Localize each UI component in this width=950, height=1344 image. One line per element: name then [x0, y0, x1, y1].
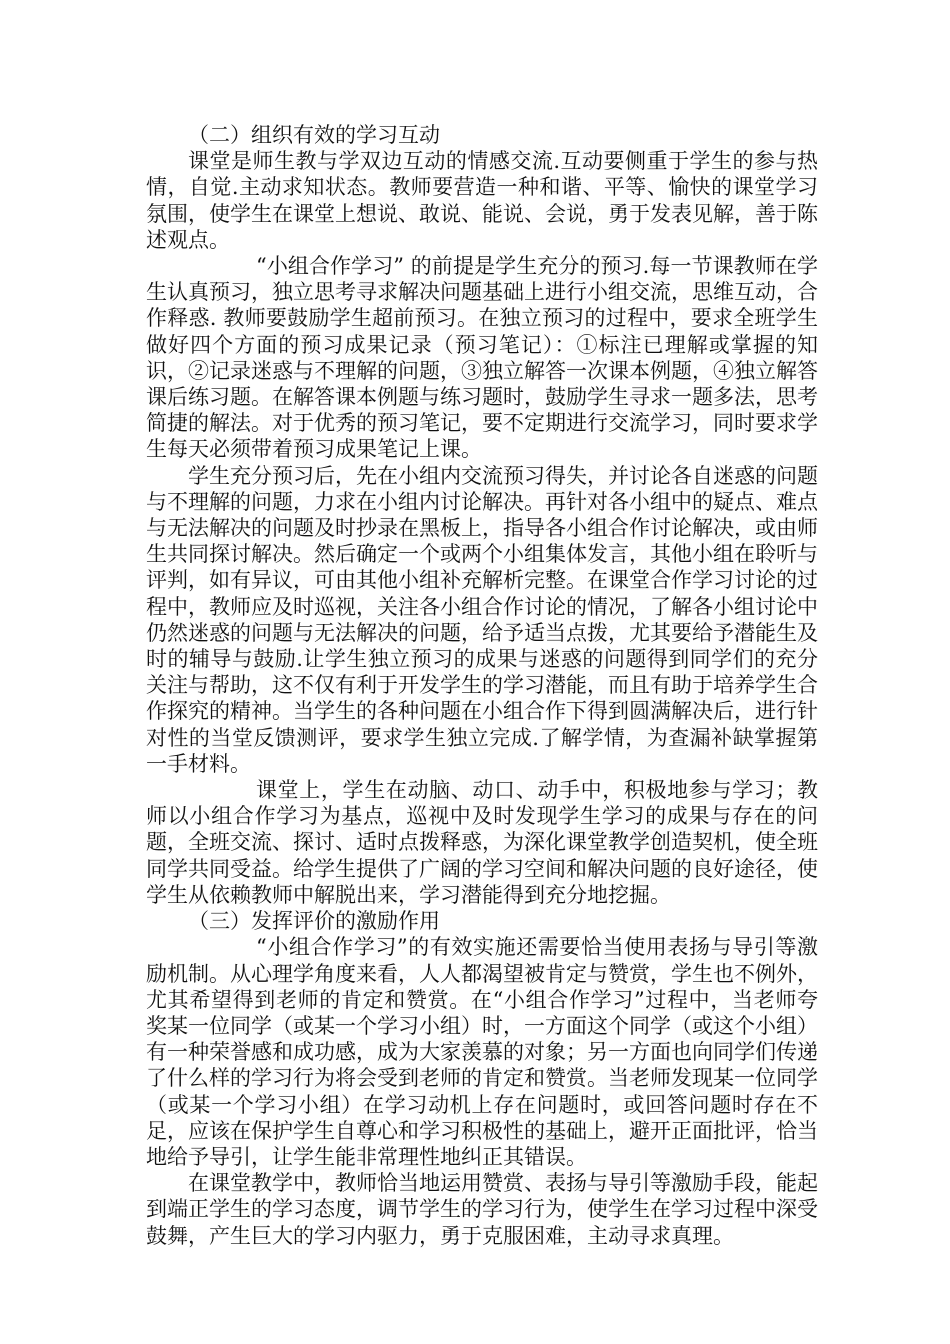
paragraph-incentive-mechanism: “小组合作学习”的有效实施还需要恰当使用表扬与导引等激励机制。从心理学角度来看，人人都渴望被肯定与赞赏，学生也不例外，尤其希望得到老师的肯定和赞赏。在“小组合作学习”过程中，当老师夸奖某一位同学（或某一个学习小组）时，一方面这个同学（或这个小组）有一种荣誉感和成功感，成为大家羡慕的对象；另一方面也向同学们传递了什么样的学习行为将会受到老师的肯定和赞赏。当老师发现某一位同学（或某一个学习小组）在学习动机上存在问题时，或回答问题时存在不足，应该在保护学生自尊心和学习积极性的基础上，避开正面批评，恰当地给予导引，让学生能非常理性地纠正其错误。 [146, 935, 818, 1169]
paragraph-group-discussion: 学生充分预习后，先在小组内交流预习得失，并讨论各自迷惑的问题与不理解的问题，力求在小组内讨论解决。再针对各小组中的疑点、难点与无法解决的问题及时抄录在黑板上，指导各小组合作讨论解决，或由师生共同探讨解决。然后确定一个或两个小组集体发言，其他小组在聆听与评判，如有异议，可由其他小组补充解析完整。在课堂合作学习讨论的过程中，教师应及时巡视，关注各小组合作讨论的情况，了解各小组讨论中仍然迷惑的问题与无法解决的问题，给予适当点拨，尤其要给予潜能生及时的辅导与鼓励.让学生独立预习的成果与迷惑的问题得到同学们的充分关注与帮助，这不仅有利于开发学生的学习潜能，而且有助于培养学生合作探究的精神。当学生的各种问题在小组合作下得到圆满解决后，进行针对性的当堂反馈测评，要求学生独立完成.了解学情，为查漏补缺掌握第一手材料。 [146, 463, 818, 776]
paragraph-active-learning: 课堂上，学生在动脑、动口、动手中，积极地参与学习；教师以小组合作学习为基点，巡视中及时发现学生学习的成果与存在的问题，全班交流、探讨、适时点拨释惑，为深化课堂教学创造契机，使全班同学共同受益。给学生提供了广阔的学习空间和解决问题的良好途径，使学生从依赖教师中解脱出来，学习潜能得到充分地挖掘。 [146, 778, 818, 907]
paragraph-group-preview: “小组合作学习” 的前提是学生充分的预习.每一节课教师在学生认真预习，独立思考寻求解决问题基础上进行小组交流，思维互动，合作释惑. 教师要鼓励学生超前预习。在独立预习的过程中，要求全班学生做好四个方面的预习成果记录（预习笔记）：①标注已理解或掌握的知识，②记录迷惑与不理解的问题，③独立解答一次课本例题，④独立解答课后练习题。在解答课本例题与练习题时，鼓励学生寻求一题多法，思考简捷的解法。对于优秀的预习笔记，要不定期进行交流学习，同时要求学生每天必须带着预习成果笔记上课。 [146, 254, 818, 462]
section-heading-3: （三）发挥评价的激励作用 [188, 909, 440, 934]
document-body [146, 122, 818, 1249]
paragraph-praise-guidance: 在课堂教学中，教师恰当地运用赞赏、表扬与导引等激励手段，能起到端正学生的学习态度，调节学生的学习行为，使学生在学习过程中深受鼓舞，产生巨大的学习内驱力，勇于克服困难，主动寻求真理。 [146, 1171, 818, 1248]
section-heading-2: （二）组织有效的学习互动 [188, 123, 440, 147]
paragraph-classroom-interaction: 课堂是师生教与学双边互动的情感交流.互动要侧重于学生的参与热情，自觉.主动求知状态。教师要营造一种和谐、平等、愉快的课堂学习氛围，使学生在课堂上想说、敢说、能说、会说，勇于发表见解，善于陈述观点。 [146, 149, 818, 252]
